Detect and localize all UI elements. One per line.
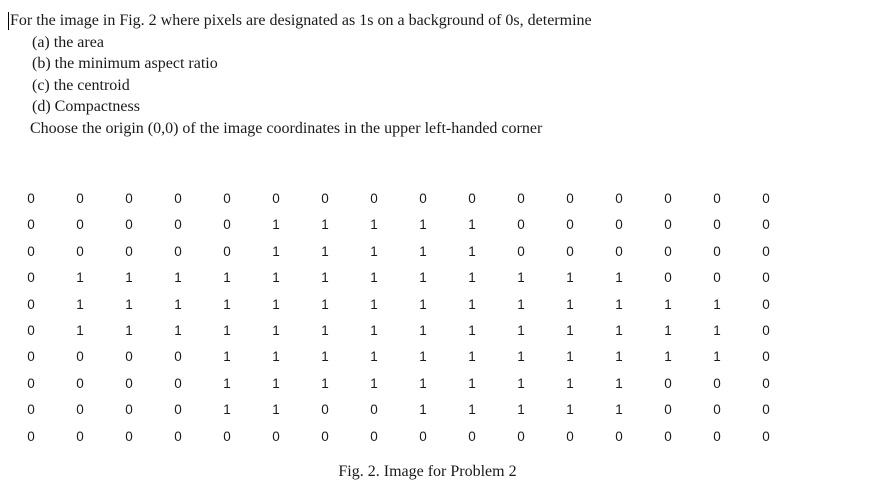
grid-cell: 1 [223,349,231,365]
grid-cell: 0 [27,402,35,418]
grid-cell: 1 [566,296,574,312]
grid-cell: 0 [174,349,182,365]
grid-cell: 1 [419,349,427,365]
grid-cell: 0 [27,296,35,312]
text-cursor [8,12,9,30]
grid-cell: 1 [468,243,476,259]
grid-cell: 0 [174,402,182,418]
grid-cell: 1 [370,375,378,391]
grid-cell: 1 [370,270,378,286]
grid-cell: 1 [615,322,623,338]
grid-cell: 0 [174,243,182,259]
grid-cell: 1 [321,322,329,338]
grid-cell: 0 [370,428,378,444]
grid-cell: 0 [125,428,133,444]
grid-cell: 0 [76,349,84,365]
grid-cell: 1 [272,296,280,312]
grid-cell: 1 [174,296,182,312]
grid-cell: 0 [517,243,525,259]
grid-cell: 0 [223,217,231,233]
grid-cell: 1 [517,349,525,365]
grid-cell: 1 [223,402,231,418]
grid-cell: 0 [762,428,770,444]
grid-cell: 0 [223,191,231,206]
grid-cell: 1 [76,296,84,312]
grid-cell: 0 [664,191,672,206]
grid-cell: 1 [272,349,280,365]
grid-cell: 0 [615,191,623,206]
figure-caption: Fig. 2. Image for Problem 2 [338,463,517,480]
grid-cell: 1 [615,349,623,365]
grid-cell: 0 [713,402,721,418]
grid-cell: 1 [615,375,623,391]
grid-cell: 1 [370,217,378,233]
grid-cell: 0 [664,428,672,444]
grid-cell: 0 [762,322,770,338]
grid-cell: 0 [664,270,672,286]
grid-cell: 1 [419,217,427,233]
grid-cell: 1 [713,349,721,365]
grid-cell: 0 [321,428,329,444]
grid-cell: 0 [27,375,35,391]
grid-cell: 0 [517,217,525,233]
grid-cell: 0 [566,243,574,259]
grid-cell: 0 [566,217,574,233]
grid-cell: 1 [468,217,476,233]
grid-cell: 1 [174,322,182,338]
grid-cell: 0 [664,375,672,391]
grid-cell: 1 [370,322,378,338]
grid-cell: 0 [321,402,329,418]
grid-cell: 1 [517,402,525,418]
grid-cell: 1 [419,270,427,286]
grid-cell: 0 [27,191,35,206]
grid-cell: 1 [125,270,133,286]
grid-cell: 0 [174,428,182,444]
grid-cell: 0 [762,217,770,233]
grid-cell: 0 [174,217,182,233]
grid-cell: 0 [125,375,133,391]
grid-cell: 1 [370,243,378,259]
grid-cell: 1 [223,375,231,391]
grid-cell: 0 [272,428,280,444]
question-b: (b) the minimum aspect ratio [32,55,218,72]
grid-cell: 0 [468,428,476,444]
grid-cell: 0 [370,191,378,206]
grid-cell: 0 [713,375,721,391]
grid-cell: 0 [664,402,672,418]
grid-cell: 0 [223,428,231,444]
grid-cell: 1 [664,322,672,338]
grid-cell: 0 [517,428,525,444]
grid-cell: 1 [517,322,525,338]
grid-cell: 1 [419,243,427,259]
grid-cell: 0 [566,428,574,444]
question-a: (a) the area [32,33,104,51]
grid-cell: 1 [517,270,525,286]
grid-cell: 1 [174,270,182,286]
grid-cell: 1 [272,402,280,418]
grid-cell: 1 [272,375,280,391]
grid-cell: 0 [762,243,770,259]
grid-cell: 1 [615,402,623,418]
grid-cell: 1 [321,270,329,286]
grid-cell: 0 [762,296,770,312]
grid-cell: 0 [762,349,770,365]
grid-cell: 1 [76,270,84,286]
grid-cell: 0 [762,191,770,206]
grid-cell: 0 [713,243,721,259]
grid-cell: 0 [76,243,84,259]
grid-cell: 1 [321,375,329,391]
grid-cell: 1 [321,243,329,259]
grid-cell: 1 [272,270,280,286]
grid-cell: 1 [615,270,623,286]
grid-cell: 1 [419,322,427,338]
grid-cell: 1 [370,349,378,365]
grid-cell: 1 [664,296,672,312]
grid-cell: 0 [419,191,427,206]
grid-cell: 0 [615,243,623,259]
grid-cell: 1 [321,217,329,233]
grid-cell: 1 [713,296,721,312]
grid-cell: 0 [76,191,84,206]
grid-cell: 1 [615,296,623,312]
grid-cell: 1 [321,296,329,312]
grid-cell: 1 [321,349,329,365]
grid-cell: 0 [419,428,427,444]
grid-cell: 0 [517,191,525,206]
grid-cell: 0 [664,243,672,259]
grid-cell: 1 [566,270,574,286]
grid-cell: 1 [517,375,525,391]
grid-cell: 1 [76,322,84,338]
grid-cell: 0 [174,191,182,206]
grid-cell: 0 [762,402,770,418]
grid-cell: 0 [76,402,84,418]
grid-cell: 0 [664,217,672,233]
grid-cell: 1 [223,296,231,312]
grid-cell: 0 [223,243,231,259]
grid-cell: 1 [566,402,574,418]
grid-cell: 0 [615,428,623,444]
grid-cell: 0 [713,270,721,286]
grid-cell: 0 [370,402,378,418]
grid-cell: 0 [76,428,84,444]
grid-cell: 1 [566,349,574,365]
grid-cell: 0 [125,349,133,365]
grid-cell: 0 [468,191,476,206]
question-c: (c) the centroid [32,76,130,94]
problem-statement [10,10,592,139]
grid-cell: 1 [468,322,476,338]
grid-cell: 0 [125,243,133,259]
question-d: (d) Compactness [32,98,140,115]
grid-cell: 1 [272,243,280,259]
grid-cell: 0 [713,217,721,233]
grid-cell: 0 [762,375,770,391]
problem-intro: For the image in Fig. 2 where pixels are designated as 1s on a background of 0s, determine [10,12,592,29]
grid-cell: 0 [713,428,721,444]
grid-cell: 0 [27,243,35,259]
grid-cell: 0 [174,375,182,391]
grid-cell: 1 [419,402,427,418]
grid-cell: 0 [76,217,84,233]
grid-cell: 1 [664,349,672,365]
grid-cell: 1 [468,296,476,312]
origin-instruction: Choose the origin (0,0) of the image coordinates in the upper left-handed corner [30,119,543,137]
grid-cell: 0 [27,270,35,286]
grid-cell: 0 [27,217,35,233]
grid-cell: 0 [762,270,770,286]
grid-cell: 1 [223,322,231,338]
grid-cell: 1 [419,296,427,312]
grid-cell: 0 [125,191,133,206]
grid-cell: 0 [76,375,84,391]
grid-cell: 0 [27,322,35,338]
grid-cell: 0 [125,217,133,233]
grid-cell: 1 [468,349,476,365]
grid-cell: 1 [468,270,476,286]
grid-cell: 1 [517,296,525,312]
grid-cell: 0 [27,428,35,444]
grid-cell: 1 [566,375,574,391]
grid-cell: 1 [125,322,133,338]
grid-cell: 0 [27,349,35,365]
grid-cell: 1 [468,402,476,418]
grid-cell: 1 [223,270,231,286]
grid-cell: 1 [125,296,133,312]
grid-cell: 1 [713,322,721,338]
grid-cell: 0 [321,191,329,206]
grid-cell: 0 [713,191,721,206]
grid-cell: 0 [272,191,280,206]
grid-cell: 1 [272,217,280,233]
grid-cell: 1 [370,296,378,312]
grid-cell: 1 [566,322,574,338]
grid-cell: 1 [272,322,280,338]
grid-cell: 0 [615,217,623,233]
grid-cell: 1 [419,375,427,391]
grid-cell: 0 [566,191,574,206]
grid-cell: 0 [125,402,133,418]
grid-cell: 1 [468,375,476,391]
